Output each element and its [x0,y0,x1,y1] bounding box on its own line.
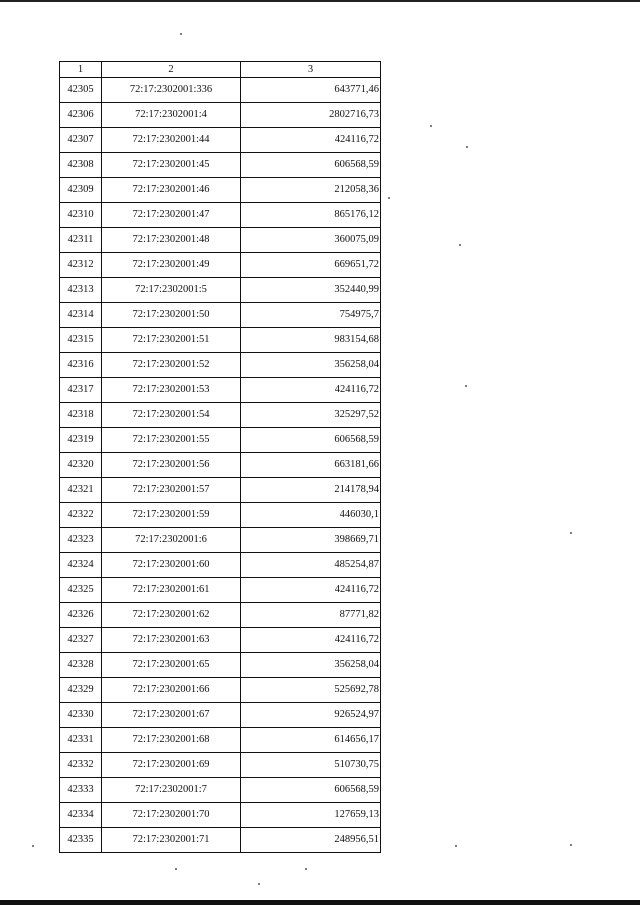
row-number-cell: 42306 [60,103,102,128]
row-number-cell: 42332 [60,753,102,778]
table-row [60,703,381,728]
cadastral-number-cell: 72:17:2302001:53 [102,378,241,403]
row-number-cell: 42327 [60,628,102,653]
table-row [60,828,381,853]
row-number-cell: 42323 [60,528,102,553]
cadastral-number-cell: 72:17:2302001:60 [102,553,241,578]
row-number-cell: 42331 [60,728,102,753]
scan-speck [32,845,34,847]
table-row [60,503,381,528]
scan-speck [305,868,307,870]
cadastral-value-cell: 606568,59 [241,153,381,178]
row-number-cell: 42314 [60,303,102,328]
cadastral-value-cell: 606568,59 [241,428,381,453]
table-row [60,328,381,353]
table-row [60,403,381,428]
cadastral-number-cell: 72:17:2302001:63 [102,628,241,653]
row-number-cell: 42311 [60,228,102,253]
table-row [60,528,381,553]
cadastral-value-cell: 643771,46 [241,78,381,103]
cadastral-number-cell: 72:17:2302001:52 [102,353,241,378]
cadastral-number-cell: 72:17:2302001:47 [102,203,241,228]
row-number-cell: 42322 [60,503,102,528]
cadastral-value-cell: 446030,1 [241,503,381,528]
row-number-cell: 42329 [60,678,102,703]
row-number-cell: 42330 [60,703,102,728]
row-number-cell: 42317 [60,378,102,403]
table-row [60,678,381,703]
cadastral-number-cell: 72:17:2302001:59 [102,503,241,528]
cadastral-number-cell: 72:17:2302001:49 [102,253,241,278]
table-row [60,728,381,753]
scan-top-edge [0,0,640,2]
table-row [60,278,381,303]
cadastral-number-cell: 72:17:2302001:46 [102,178,241,203]
cadastral-value-cell: 424116,72 [241,128,381,153]
cadastral-value-cell: 360075,09 [241,228,381,253]
row-number-cell: 42309 [60,178,102,203]
row-number-cell: 42316 [60,353,102,378]
table-row [60,103,381,128]
table-row [60,478,381,503]
cadastral-number-cell: 72:17:2302001:6 [102,528,241,553]
row-number-cell: 42325 [60,578,102,603]
cadastral-value-cell: 248956,51 [241,828,381,853]
cadastral-value-cell: 525692,78 [241,678,381,703]
table-row [60,128,381,153]
cadastral-value-cell: 87771,82 [241,603,381,628]
cadastral-number-cell: 72:17:2302001:70 [102,803,241,828]
table-row [60,778,381,803]
row-number-cell: 42305 [60,78,102,103]
cadastral-number-cell: 72:17:2302001:336 [102,78,241,103]
row-number-cell: 42334 [60,803,102,828]
cadastral-value-cell: 356258,04 [241,353,381,378]
cadastral-number-cell: 72:17:2302001:56 [102,453,241,478]
table-row [60,228,381,253]
table-row [60,603,381,628]
cadastral-value-cell: 485254,87 [241,553,381,578]
scan-bottom-edge [0,900,640,905]
scan-speck [570,844,572,846]
cadastral-number-cell: 72:17:2302001:62 [102,603,241,628]
scan-speck [570,532,572,534]
row-number-cell: 42312 [60,253,102,278]
cadastral-number-cell: 72:17:2302001:61 [102,578,241,603]
cadastral-number-cell: 72:17:2302001:65 [102,653,241,678]
cadastral-value-cell: 754975,7 [241,303,381,328]
table-row [60,628,381,653]
cadastral-value-cell: 614656,17 [241,728,381,753]
table-row [60,378,381,403]
cadastral-value-cell: 983154,68 [241,328,381,353]
row-number-cell: 42318 [60,403,102,428]
cadastral-value-cell: 352440,99 [241,278,381,303]
column-header-1: 1 [60,62,102,78]
cadastral-number-cell: 72:17:2302001:68 [102,728,241,753]
table-row [60,453,381,478]
cadastral-number-cell: 72:17:2302001:51 [102,328,241,353]
table-row [60,253,381,278]
scan-speck [388,197,390,199]
cadastral-number-cell: 72:17:2302001:66 [102,678,241,703]
cadastral-value-cell: 398669,71 [241,528,381,553]
table-row [60,803,381,828]
cadastral-value-cell: 606568,59 [241,778,381,803]
cadastral-value-cell: 424116,72 [241,628,381,653]
table-row [60,553,381,578]
scan-speck [258,883,260,885]
row-number-cell: 42308 [60,153,102,178]
cadastral-number-cell: 72:17:2302001:7 [102,778,241,803]
cadastral-number-cell: 72:17:2302001:55 [102,428,241,453]
row-number-cell: 42328 [60,653,102,678]
scan-speck [175,868,177,870]
table-row [60,653,381,678]
cadastral-value-cell: 669651,72 [241,253,381,278]
row-number-cell: 42326 [60,603,102,628]
row-number-cell: 42310 [60,203,102,228]
column-header-2: 2 [102,62,241,78]
cadastral-number-cell: 72:17:2302001:54 [102,403,241,428]
cadastral-value-cell: 127659,13 [241,803,381,828]
cadastral-value-cell: 865176,12 [241,203,381,228]
cadastral-number-cell: 72:17:2302001:67 [102,703,241,728]
scan-speck [455,845,457,847]
row-number-cell: 42333 [60,778,102,803]
cadastral-value-cell: 424116,72 [241,378,381,403]
table-row [60,203,381,228]
cadastral-number-cell: 72:17:2302001:5 [102,278,241,303]
table-header [60,62,381,78]
row-number-cell: 42324 [60,553,102,578]
cadastral-number-cell: 72:17:2302001:69 [102,753,241,778]
table-row [60,153,381,178]
header-row [60,62,381,78]
table-row [60,578,381,603]
cadastral-value-cell: 510730,75 [241,753,381,778]
cadastral-value-cell: 663181,66 [241,453,381,478]
scan-speck [465,385,467,387]
column-header-3: 3 [241,62,381,78]
table-row [60,353,381,378]
row-number-cell: 42319 [60,428,102,453]
table-row [60,303,381,328]
table-row [60,428,381,453]
table-row [60,753,381,778]
cadastral-number-cell: 72:17:2302001:45 [102,153,241,178]
table-row [60,78,381,103]
cadastral-value-cell: 2802716,73 [241,103,381,128]
scan-speck [180,33,182,35]
row-number-cell: 42321 [60,478,102,503]
cadastral-value-cell: 214178,94 [241,478,381,503]
cadastral-number-cell: 72:17:2302001:71 [102,828,241,853]
cadastral-value-cell: 926524,97 [241,703,381,728]
cadastral-number-cell: 72:17:2302001:4 [102,103,241,128]
table-row [60,178,381,203]
scan-speck [466,146,468,148]
row-number-cell: 42315 [60,328,102,353]
cadastral-value-cell: 212058,36 [241,178,381,203]
cadastral-number-cell: 72:17:2302001:48 [102,228,241,253]
scan-speck [459,244,461,246]
row-number-cell: 42320 [60,453,102,478]
scan-speck [430,125,432,127]
cadastral-value-table [59,61,381,853]
row-number-cell: 42313 [60,278,102,303]
cadastral-value-cell: 356258,04 [241,653,381,678]
row-number-cell: 42307 [60,128,102,153]
cadastral-value-cell: 424116,72 [241,578,381,603]
cadastral-number-cell: 72:17:2302001:57 [102,478,241,503]
row-number-cell: 42335 [60,828,102,853]
table-body [60,78,381,853]
cadastral-number-cell: 72:17:2302001:50 [102,303,241,328]
cadastral-number-cell: 72:17:2302001:44 [102,128,241,153]
cadastral-value-cell: 325297,52 [241,403,381,428]
